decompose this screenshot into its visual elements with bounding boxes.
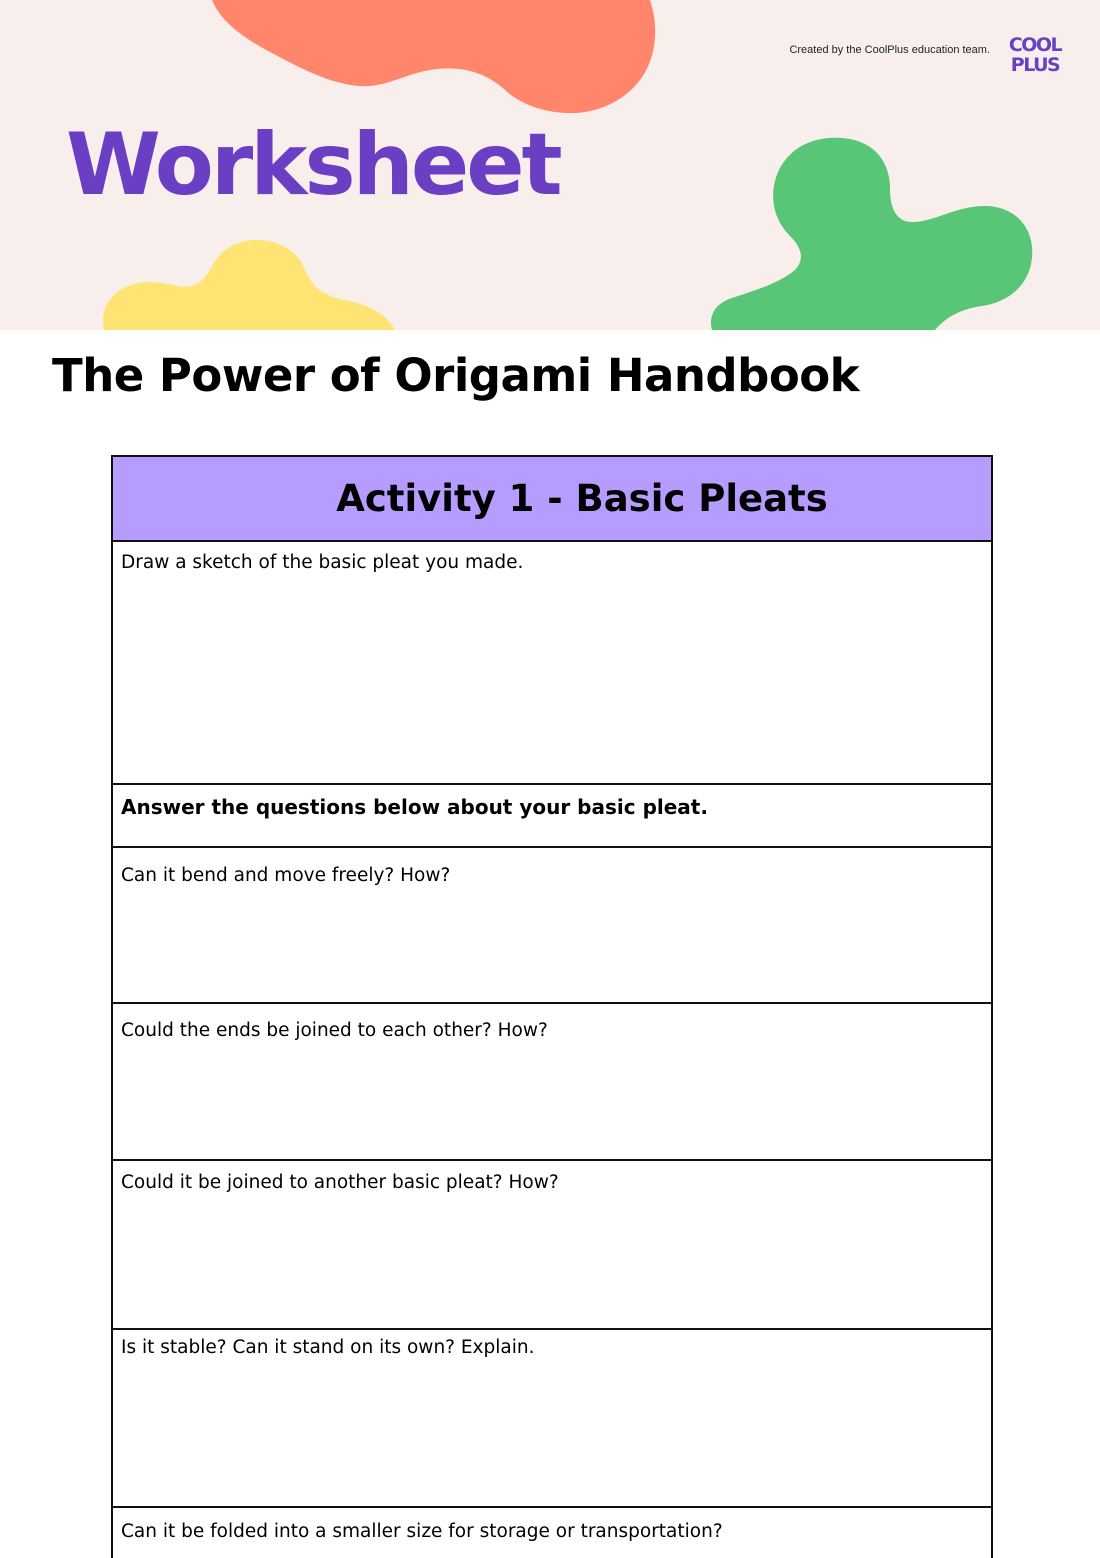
answer-box[interactable] — [113, 1004, 991, 1161]
activity-table — [111, 455, 993, 1558]
logo-line-2: PLUS — [1010, 54, 1060, 74]
activity-header — [113, 457, 991, 542]
answer-box[interactable] — [113, 1330, 991, 1508]
answer-box[interactable] — [113, 1161, 991, 1330]
coolplus-logo — [1002, 32, 1068, 74]
row-prompt: Is it stable? Can it stand on its own? Explain. — [121, 1337, 535, 1358]
activity-heading: Activity 1 - Basic Pleats — [336, 477, 828, 520]
credit-text: Created by the CoolPlus education team. — [789, 44, 990, 56]
row-prompt: Can it bend and move freely? How? — [121, 865, 451, 886]
row-prompt: Could it be joined to another basic pleat? How? — [121, 1172, 559, 1193]
logo-line-1: COOL — [1008, 34, 1062, 56]
sketch-area[interactable] — [113, 542, 991, 785]
row-prompt: Draw a sketch of the basic pleat you made. — [121, 552, 524, 573]
row-prompt: Answer the questions below about your basic pleat. — [121, 795, 708, 819]
page-title: The Power of Origami Handbook — [52, 349, 860, 402]
answer-box[interactable] — [113, 848, 991, 1004]
row-prompt: Can it be folded into a smaller size for storage or transportation? — [121, 1521, 723, 1542]
row-prompt: Could the ends be joined to each other? How? — [121, 1020, 548, 1041]
header-banner — [0, 0, 1100, 330]
worksheet-title: Worksheet — [66, 115, 560, 215]
questions-instruction — [113, 785, 991, 848]
answer-box[interactable] — [113, 1508, 991, 1558]
